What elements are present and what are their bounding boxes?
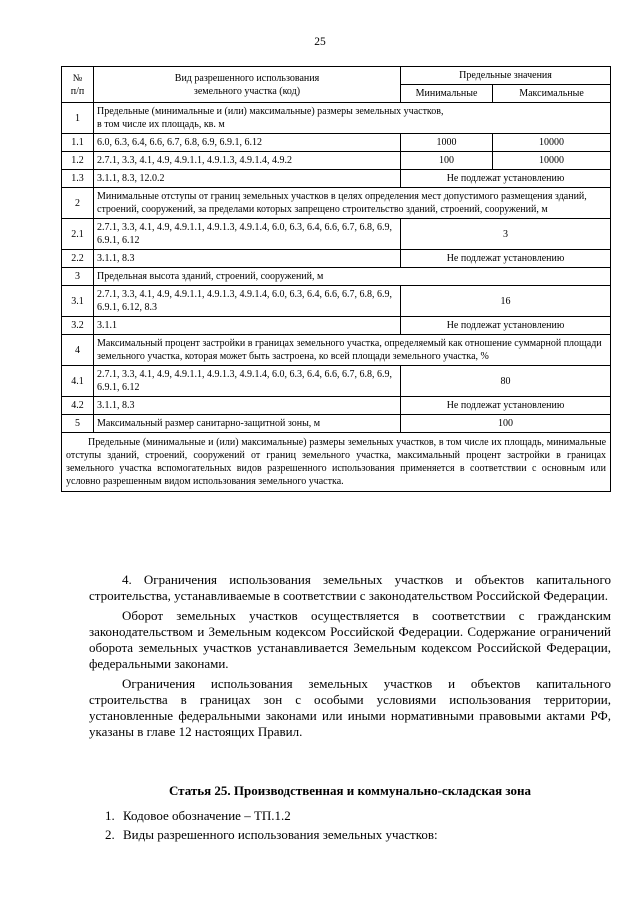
limit-value: Не подлежат установлению (401, 170, 611, 188)
table-row (62, 397, 611, 415)
table-row (62, 170, 611, 188)
row-number: 1 (62, 103, 94, 134)
paragraph-special-zones: Ограничения использования земельных участков и объектов капитального строительства в границах зон с особыми условиями использования территории, установленные федеральными законами или иными нормативными правовыми актами РФ, указаны в главе 12 настоящих Правил. (89, 676, 611, 739)
min-value: 1000 (401, 134, 493, 152)
list-text: Виды разрешенного использования земельных участков: (123, 827, 438, 842)
list-item (105, 808, 291, 824)
use-codes: 3.1.1, 8.3, 12.0.2 (94, 170, 401, 188)
max-value: 10000 (493, 152, 611, 170)
page-number: 25 (314, 36, 326, 48)
table-row (62, 335, 611, 366)
limit-value: Не подлежат установлению (401, 317, 611, 335)
header-max: Максимальные (493, 85, 611, 103)
use-codes: 3.1.1, 8.3 (94, 250, 401, 268)
use-codes: 6.0, 6.3, 6.4, 6.6, 6.7, 6.8, 6.9, 6.9.1, 6.12 (94, 134, 401, 152)
row-number: 3.2 (62, 317, 94, 335)
row-number: 1.3 (62, 170, 94, 188)
limit-value: 3 (401, 219, 611, 250)
table-row (62, 250, 611, 268)
row-number: 3.1 (62, 286, 94, 317)
paragraph-restrictions: 4. Ограничения использования земельных участков и объектов капитального строительства, устанавливаемые в соответствии с законодательством Российской Федерации. (89, 572, 611, 603)
row-number: 2.2 (62, 250, 94, 268)
paragraph-turnover: Оборот земельных участков осуществляется в соответствии с гражданским законодательством и Земельным кодексом Российской Федерации. Содержание ограничений оборота земельных участков устанавливается Земельным кодексом Российской Федерации, федеральными законами. (89, 608, 611, 671)
header-type: Вид разрешенного использования земельного участка (код) (94, 67, 401, 103)
table-note: Предельные (минимальные и (или) максимальные) размеры земельных участков, в том числе их площадь, минимальные отступы зданий, строений, сооружений от границ земельного участка, максимальный процент застройки в границах земельного участка вспомогательных видов разрешенного использования применяется в соответствии с основным или условно разрешенным видом использования земельного участка. (62, 433, 611, 492)
use-codes: 2.7.1, 3.3, 4.1, 4.9, 4.9.1.1, 4.9.1.3, 4.9.1.4, 6.0, 6.3, 6.4, 6.6, 6.7, 6.8, 6.9, 6.9.1, 6.12 (94, 366, 401, 397)
body-paragraphs (89, 572, 611, 740)
use-codes: 3.1.1, 8.3 (94, 397, 401, 415)
table-row (62, 286, 611, 317)
table-row (62, 152, 611, 170)
table-row (62, 268, 611, 286)
limit-value: Не подлежат установлению (401, 397, 611, 415)
table-row (62, 317, 611, 335)
row-number: 2.1 (62, 219, 94, 250)
regulations-table (61, 66, 611, 492)
header-min: Минимальные (401, 85, 493, 103)
limit-value: 80 (401, 366, 611, 397)
table-row (62, 188, 611, 219)
limit-value: 100 (401, 415, 611, 433)
section-title: Минимальные отступы от границ земельных участков в целях определения мест допустимого размещения зданий, строений, сооружений, за пределами которых запрещено строительство зданий, строений, сооружений, м (94, 188, 611, 219)
table-row (62, 415, 611, 433)
section-title: Предельные (минимальные и (или) максимальные) размеры земельных участков, в том числе их площадь, кв. м (94, 103, 611, 134)
table-row (62, 103, 611, 134)
row-number: 4.1 (62, 366, 94, 397)
list-number: 2. (105, 827, 115, 842)
table-row (62, 219, 611, 250)
table-row (62, 433, 611, 492)
article-heading: Статья 25. Производственная и коммунально-складская зона (168, 783, 532, 798)
list-text: Кодовое обозначение – ТП.1.2 (123, 808, 291, 823)
row-number: 5 (62, 415, 94, 433)
row-number: 1.2 (62, 152, 94, 170)
use-codes: 2.7.1, 3.3, 4.1, 4.9, 4.9.1.1, 4.9.1.3, 4.9.1.4, 6.0, 6.3, 6.4, 6.6, 6.7, 6.8, 6.9, 6.9.1, 6.12 (94, 219, 401, 250)
table-row (62, 366, 611, 397)
limit-value: Не подлежат установлению (401, 250, 611, 268)
use-codes: Максимальный размер санитарно-защитной зоны, м (94, 415, 401, 433)
section-title: Максимальный процент застройки в границах земельного участка, определяемый как отношение суммарной площади земельного участка, которая может быть застроена, ко всей площади земельного участка, % (94, 335, 611, 366)
list-number: 1. (105, 808, 115, 823)
use-codes: 2.7.1, 3.3, 4.1, 4.9, 4.9.1.1, 4.9.1.3, 4.9.1.4, 4.9.2 (94, 152, 401, 170)
row-number: 4 (62, 335, 94, 366)
list-item (105, 827, 438, 843)
row-number: 2 (62, 188, 94, 219)
table-body (62, 103, 611, 492)
use-codes: 2.7.1, 3.3, 4.1, 4.9, 4.9.1.1, 4.9.1.3, 4.9.1.4, 6.0, 6.3, 6.4, 6.6, 6.7, 6.8, 6.9, 6.9.1, 6.12, 8.3 (94, 286, 401, 317)
use-codes: 3.1.1 (94, 317, 401, 335)
limit-value: 16 (401, 286, 611, 317)
section-title: Предельная высота зданий, строений, сооружений, м (94, 268, 611, 286)
max-value: 10000 (493, 134, 611, 152)
table-row (62, 134, 611, 152)
min-value: 100 (401, 152, 493, 170)
row-number: 3 (62, 268, 94, 286)
header-limits: Предельные значения (401, 67, 611, 85)
row-number: 4.2 (62, 397, 94, 415)
row-number: 1.1 (62, 134, 94, 152)
header-num: № п/п (62, 67, 94, 103)
